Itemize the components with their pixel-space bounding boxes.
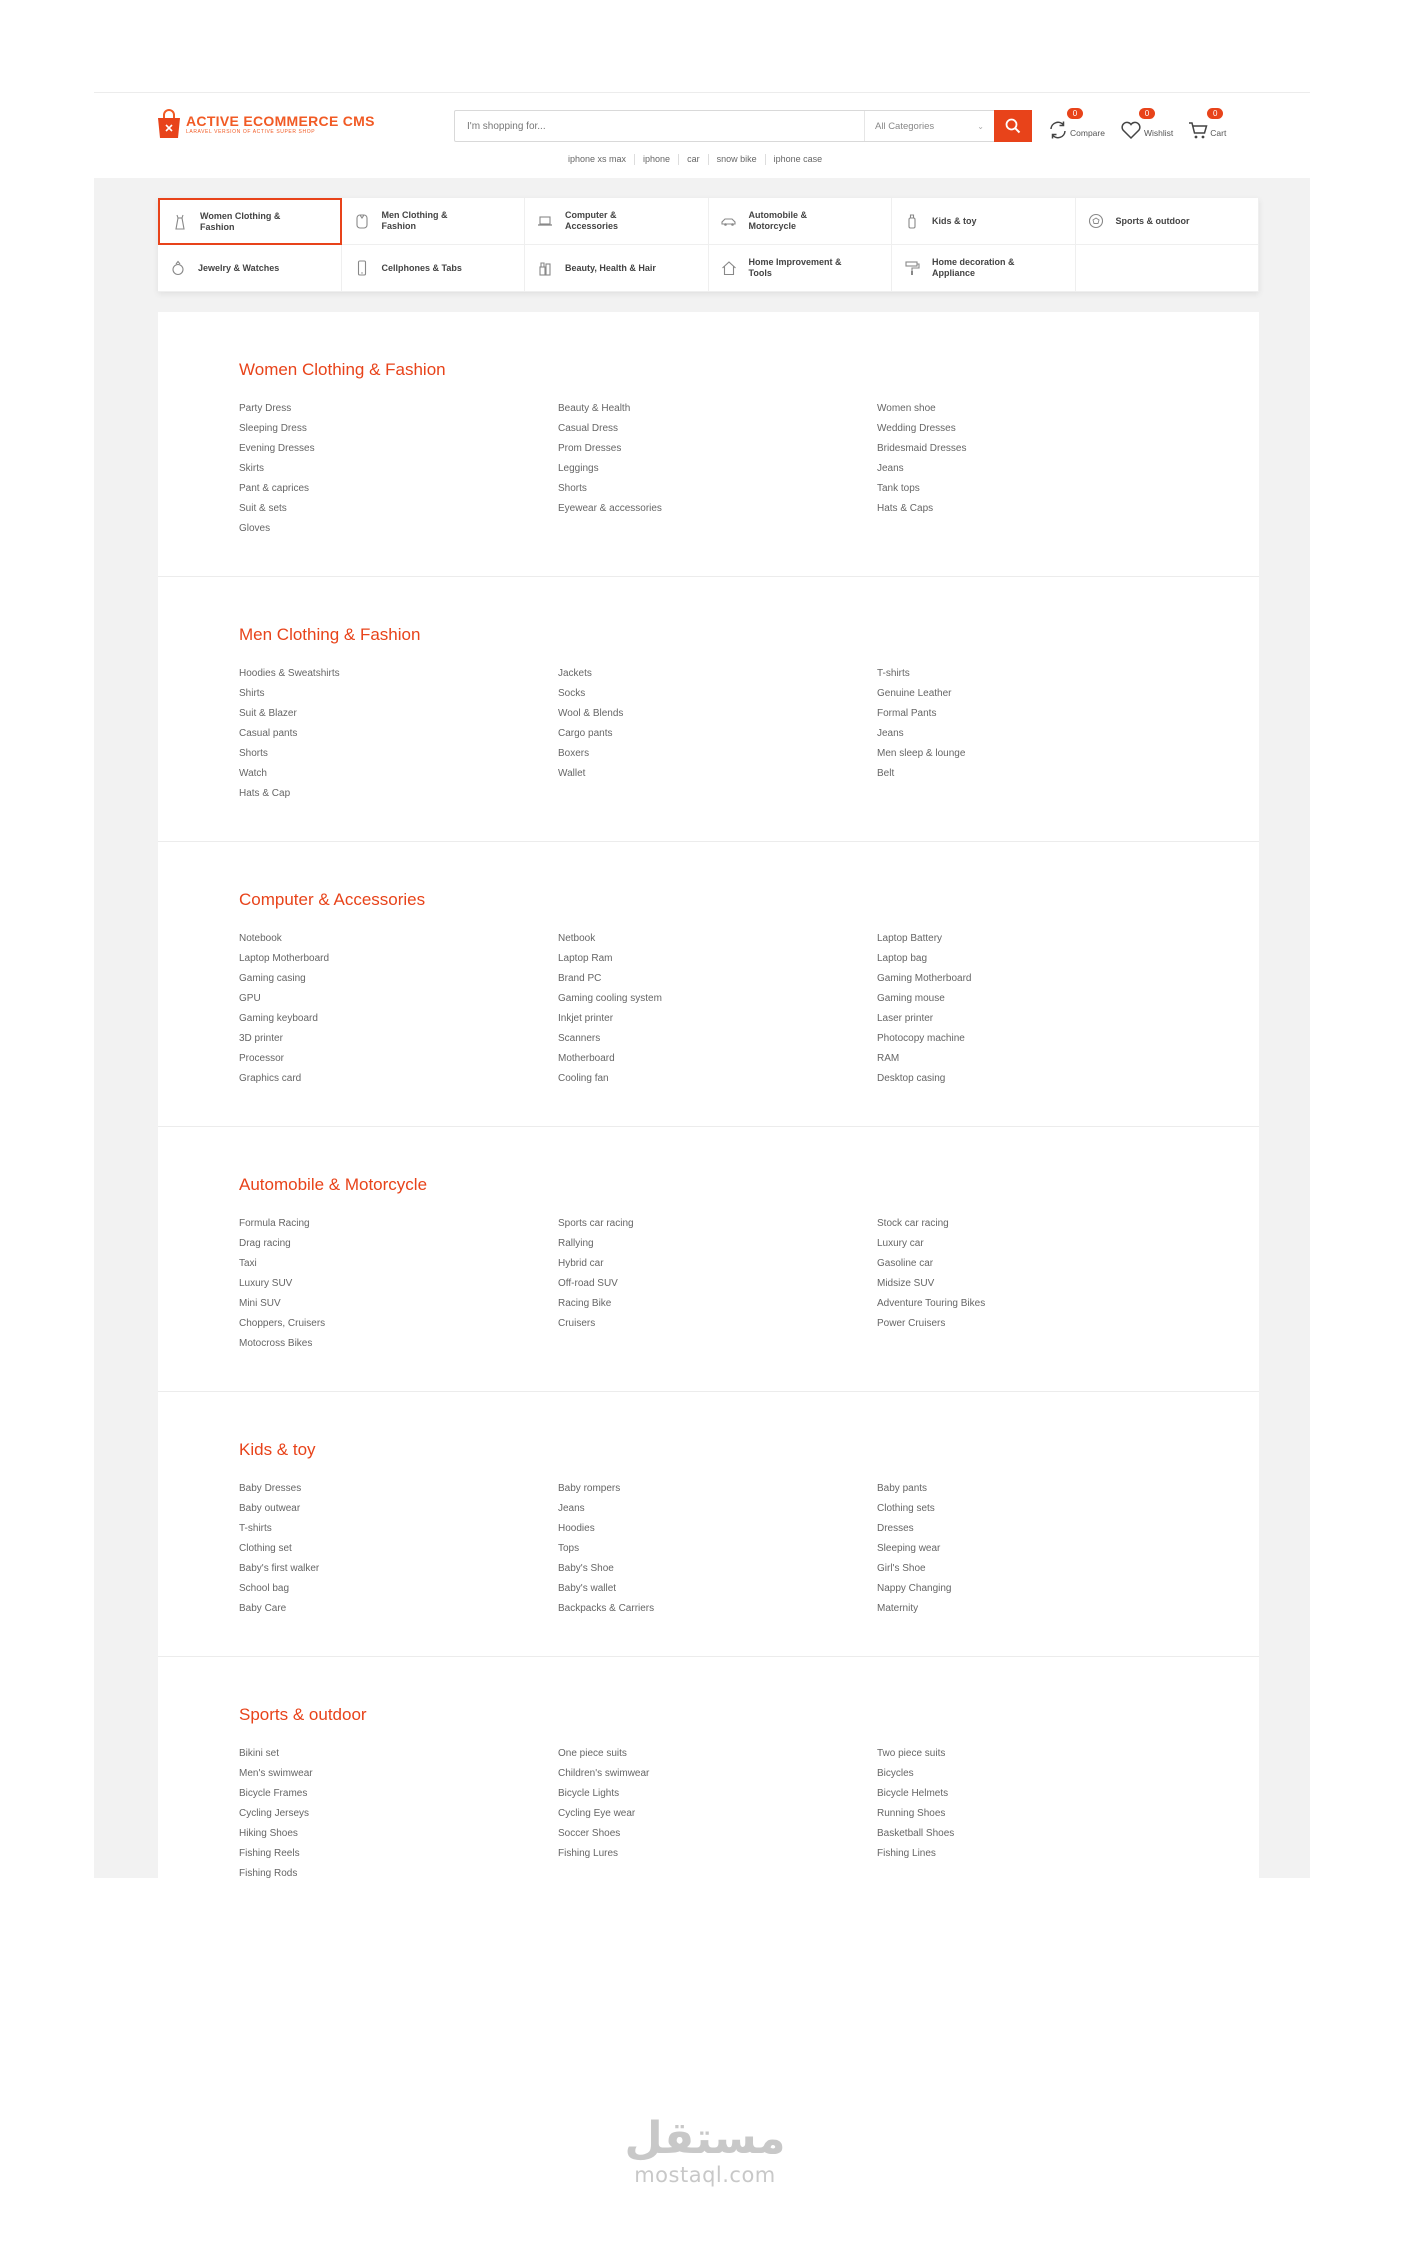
subcategory-link[interactable]: Sleeping Dress xyxy=(239,423,307,434)
subcategory-link[interactable]: Bicycle Frames xyxy=(239,1788,308,1799)
subcategory-link[interactable]: Gaming casing xyxy=(239,973,306,984)
section-women-clothing xyxy=(158,312,1259,577)
subcategory-link[interactable]: Formula Racing xyxy=(239,1218,310,1229)
subcategory-link[interactable]: Scanners xyxy=(558,1033,601,1044)
subcategory-link[interactable]: Gloves xyxy=(239,523,271,534)
subcategory-link[interactable]: Off-road SUV xyxy=(558,1278,618,1289)
subcategory-link[interactable]: Baby rompers xyxy=(558,1483,621,1494)
subcategory-link[interactable]: Suit & Blazer xyxy=(239,708,297,719)
category-home-decoration[interactable] xyxy=(892,245,1076,292)
subcategory-link[interactable]: Gasoline car xyxy=(877,1258,934,1269)
category-label: Home Improvement & Tools xyxy=(748,257,842,278)
subcategory-link[interactable]: Suit & sets xyxy=(239,503,287,514)
dress-icon xyxy=(172,214,188,230)
subcategory-link[interactable]: Hoodies & Sweatshirts xyxy=(239,668,340,679)
category-menu xyxy=(158,198,1259,292)
subcategory-link[interactable]: Sleeping wear xyxy=(877,1543,941,1554)
section-title[interactable]: Women Clothing & Fashion xyxy=(239,360,446,379)
category-automobile[interactable] xyxy=(709,198,893,245)
subcategory-link[interactable]: One piece suits xyxy=(558,1748,627,1759)
cart-button[interactable] xyxy=(1188,108,1226,140)
shopping-bag-logo-icon xyxy=(156,109,182,139)
car-icon xyxy=(721,213,737,229)
compare-icon xyxy=(1048,120,1068,140)
subcategory-link[interactable]: Inkjet printer xyxy=(558,1013,614,1024)
paint-roller-icon xyxy=(904,260,920,276)
subcategory-link[interactable]: Hats & Cap xyxy=(239,788,291,799)
subcategory-link[interactable]: Jeans xyxy=(877,728,904,739)
category-label: Sports & outdoor xyxy=(1115,215,1190,226)
category-select[interactable] xyxy=(864,111,994,141)
subcategory-link[interactable]: Power Cruisers xyxy=(877,1318,946,1329)
section-title[interactable]: Kids & toy xyxy=(239,1440,316,1459)
subcategory-link[interactable]: Baby's first walker xyxy=(239,1563,320,1574)
cart-label: Cart xyxy=(1210,128,1227,138)
search-icon xyxy=(1005,118,1021,134)
category-label: Computer & Accessories xyxy=(565,210,619,231)
bottle-icon xyxy=(904,213,920,229)
subcategory-link[interactable]: Party Dress xyxy=(239,403,292,414)
subcategory-link[interactable]: Casual Dress xyxy=(558,423,619,434)
cosmetics-icon xyxy=(537,260,553,276)
subcategory-link[interactable]: Laptop Ram xyxy=(558,953,613,964)
subcategory-link[interactable]: Tops xyxy=(558,1543,580,1554)
subcategory-link[interactable]: Clothing sets xyxy=(877,1503,935,1514)
subcategory-link[interactable]: Baby Care xyxy=(239,1603,287,1614)
subcategory-link[interactable]: T-shirts xyxy=(239,1523,272,1534)
search-input[interactable] xyxy=(455,111,864,141)
subcategory-link[interactable]: Maternity xyxy=(877,1603,919,1614)
category-label: Women Clothing & Fashion xyxy=(200,210,281,232)
subcategory-link[interactable]: RAM xyxy=(877,1053,900,1064)
brand-logo[interactable] xyxy=(156,109,375,139)
subcategory-link[interactable]: Laptop Motherboard xyxy=(239,953,330,964)
subcategory-link[interactable]: Backpacks & Carriers xyxy=(558,1603,655,1614)
subcategory-link[interactable]: Fishing Lines xyxy=(877,1848,936,1859)
subcategory-link[interactable]: Baby Dresses xyxy=(239,1483,302,1494)
subcategory-link[interactable]: Adventure Touring Bikes xyxy=(877,1298,986,1309)
subcategory-link[interactable]: Gaming cooling system xyxy=(558,993,662,1004)
subcategory-link[interactable]: Evening Dresses xyxy=(239,443,315,454)
category-jewelry[interactable] xyxy=(158,245,342,292)
subcategory-link[interactable]: Cycling Eye wear xyxy=(558,1808,636,1819)
brand-subtitle: LARAVEL VERSION OF ACTIVE SUPER SHOP xyxy=(186,128,316,135)
subcategory-link[interactable]: Fishing Reels xyxy=(239,1848,300,1859)
subcategory-link[interactable]: Bridesmaid Dresses xyxy=(877,443,967,454)
subcategory-link[interactable]: Shirts xyxy=(239,688,265,699)
category-label: Beauty, Health & Hair xyxy=(565,262,656,273)
subcategory-link[interactable]: 3D printer xyxy=(239,1033,283,1044)
section-automobile xyxy=(158,1127,1259,1392)
cart-icon xyxy=(1188,120,1208,140)
subcategory-link[interactable]: Men sleep & lounge xyxy=(877,748,966,759)
compare-button[interactable] xyxy=(1048,108,1105,140)
compare-label: Compare xyxy=(1070,128,1105,138)
subcategory-link[interactable]: Baby outwear xyxy=(239,1503,301,1514)
section-men-clothing xyxy=(158,577,1259,842)
category-beauty[interactable] xyxy=(525,245,709,292)
subcategory-link[interactable]: Stock car racing xyxy=(877,1218,949,1229)
subcategory-link[interactable]: Midsize SUV xyxy=(877,1278,935,1289)
subcategory-link[interactable]: Fishing Lures xyxy=(558,1848,619,1859)
subcategory-link[interactable]: Children's swimwear xyxy=(558,1768,650,1779)
quick-link[interactable]: iphone xyxy=(635,154,679,165)
category-label: Kids & toy xyxy=(932,215,977,226)
subcategory-link[interactable]: School bag xyxy=(239,1583,290,1594)
subcategory-link[interactable]: Mini SUV xyxy=(239,1298,281,1309)
subcategory-link[interactable]: Casual pants xyxy=(239,728,298,739)
subcategory-link[interactable]: Beauty & Health xyxy=(558,403,631,414)
subcategory-link[interactable]: Boxers xyxy=(558,748,590,759)
subcategory-link[interactable]: Men's swimwear xyxy=(239,1768,313,1779)
subcategory-link[interactable]: Skirts xyxy=(239,463,264,474)
subcategory-link[interactable]: Jackets xyxy=(558,668,592,679)
subcategory-link[interactable]: Choppers, Cruisers xyxy=(239,1318,326,1329)
section-title[interactable]: Automobile & Motorcycle xyxy=(239,1175,428,1194)
search-bar xyxy=(454,110,1032,142)
category-select-value: All Categories xyxy=(875,120,935,132)
subcategory-link[interactable]: Photocopy machine xyxy=(877,1033,965,1044)
subcategory-link[interactable]: Pant & caprices xyxy=(239,483,310,494)
subcategory-link[interactable]: Soccer Shoes xyxy=(558,1828,621,1839)
subcategory-link[interactable]: Eyewear & accessories xyxy=(558,503,662,514)
search-button[interactable] xyxy=(994,110,1032,142)
subcategory-link[interactable]: Socks xyxy=(558,688,586,699)
subcategory-link[interactable]: Dresses xyxy=(877,1523,914,1534)
subcategory-link[interactable]: Sports car racing xyxy=(558,1218,634,1229)
subcategory-link[interactable]: Two piece suits xyxy=(877,1748,946,1759)
subcategory-link[interactable]: Motocross Bikes xyxy=(239,1338,313,1349)
ball-icon xyxy=(1088,213,1104,229)
wishlist-button[interactable] xyxy=(1120,108,1173,140)
subcategory-link[interactable]: Cooling fan xyxy=(558,1073,609,1084)
section-computer xyxy=(158,842,1259,1127)
subcategory-link[interactable]: Drag racing xyxy=(239,1238,291,1249)
compare-count-badge: 0 xyxy=(1067,108,1083,119)
subcategory-link[interactable]: Rallying xyxy=(558,1238,594,1249)
subcategory-link[interactable]: Bicycle Lights xyxy=(558,1788,620,1799)
subcategory-link[interactable]: Hiking Shoes xyxy=(239,1828,298,1839)
shirt-icon xyxy=(354,213,370,229)
section-title[interactable]: Men Clothing & Fashion xyxy=(239,625,421,644)
site-header xyxy=(94,92,1310,178)
category-label: Men Clothing & Fashion xyxy=(381,210,448,231)
main-area xyxy=(94,178,1310,1878)
subcategory-link[interactable]: Hats & Caps xyxy=(877,503,934,514)
subcategory-link[interactable]: Laser printer xyxy=(877,1013,934,1024)
subcategory-link[interactable]: Cargo pants xyxy=(558,728,613,739)
subcategory-link[interactable]: Baby's Shoe xyxy=(558,1563,614,1574)
subcategory-link[interactable]: Wool & Blends xyxy=(558,708,624,719)
subcategory-link[interactable]: Gaming Motherboard xyxy=(877,973,972,984)
subcategory-link[interactable]: Cycling Jerseys xyxy=(239,1808,310,1819)
subcategory-link[interactable]: Brand PC xyxy=(558,973,602,984)
category-label: Home decoration & Appliance xyxy=(932,257,1015,278)
subcategory-link[interactable]: Hoodies xyxy=(558,1523,595,1534)
subcategory-link[interactable]: T-shirts xyxy=(877,668,910,679)
subcategory-link[interactable]: Watch xyxy=(239,768,267,779)
subcategory-link[interactable]: Clothing set xyxy=(239,1543,292,1554)
subcategory-link[interactable]: Tank tops xyxy=(877,483,920,494)
category-men-clothing[interactable] xyxy=(342,198,526,245)
subcategory-link[interactable]: Women shoe xyxy=(877,403,936,414)
subcategory-link[interactable]: Bicycles xyxy=(877,1768,914,1779)
wishlist-count-badge: 0 xyxy=(1139,108,1155,119)
subcategory-link[interactable]: Racing Bike xyxy=(558,1298,612,1309)
subcategory-link[interactable]: Gaming keyboard xyxy=(239,1013,318,1024)
subcategory-link[interactable]: Notebook xyxy=(239,933,282,944)
section-kids xyxy=(158,1392,1259,1657)
quick-link[interactable]: snow bike xyxy=(709,154,766,165)
subcategory-link[interactable]: Laptop Battery xyxy=(877,933,943,944)
subcategory-link[interactable]: Motherboard xyxy=(558,1053,615,1064)
subcategory-link[interactable]: Basketball Shoes xyxy=(877,1828,955,1839)
subcategory-link[interactable]: Netbook xyxy=(558,933,596,944)
home-icon xyxy=(721,260,737,276)
cart-count-badge: 0 xyxy=(1207,108,1223,119)
subcategory-link[interactable]: Processor xyxy=(239,1053,285,1064)
category-sports[interactable] xyxy=(1076,198,1260,245)
subcategory-link[interactable]: Fishing Rods xyxy=(239,1868,298,1879)
section-title[interactable]: Sports & outdoor xyxy=(239,1705,367,1724)
subcategory-link[interactable]: Baby pants xyxy=(877,1483,928,1494)
category-home-improvement[interactable] xyxy=(709,245,893,292)
watermark xyxy=(610,2115,800,2187)
subcategory-link[interactable]: Leggings xyxy=(558,463,599,474)
subcategory-link[interactable]: Wedding Dresses xyxy=(877,423,956,434)
subcategory-link[interactable]: Jeans xyxy=(877,463,904,474)
subcategory-link[interactable]: Laptop bag xyxy=(877,953,928,964)
section-sports xyxy=(158,1657,1259,1878)
popular-searches xyxy=(568,154,830,165)
subcategory-link[interactable]: Gaming mouse xyxy=(877,993,945,1004)
quick-link[interactable]: iphone xs max xyxy=(568,154,635,165)
subcategory-link[interactable]: Running Shoes xyxy=(877,1808,946,1819)
subcategory-link[interactable]: Wallet xyxy=(558,768,586,779)
subcategory-link[interactable]: Nappy Changing xyxy=(877,1583,952,1594)
category-empty-cell xyxy=(1076,245,1260,292)
category-listing xyxy=(158,312,1259,1878)
subcategory-link[interactable]: Bicycle Helmets xyxy=(877,1788,949,1799)
subcategory-link[interactable]: Luxury car xyxy=(877,1238,924,1249)
subcategory-link[interactable]: Graphics card xyxy=(239,1073,302,1084)
subcategory-link[interactable]: Cruisers xyxy=(558,1318,596,1329)
brand-title: ACTIVE ECOMMERCE CMS xyxy=(186,112,375,129)
subcategory-link[interactable]: Girl's Shoe xyxy=(877,1563,926,1574)
subcategory-link[interactable]: Genuine Leather xyxy=(877,688,952,699)
phone-icon xyxy=(354,260,370,276)
category-label: Cellphones & Tabs xyxy=(381,262,462,273)
subcategory-link[interactable]: Hybrid car xyxy=(558,1258,604,1269)
chevron-down-icon: ⌄ xyxy=(977,121,984,131)
category-women-clothing[interactable] xyxy=(158,198,342,245)
subcategory-link[interactable]: Belt xyxy=(877,768,895,779)
subcategory-link[interactable]: Luxury SUV xyxy=(239,1278,293,1289)
subcategory-link[interactable]: Prom Dresses xyxy=(558,443,622,454)
subcategory-link[interactable]: Jeans xyxy=(558,1503,585,1514)
watermark-latin: mostaql.com xyxy=(634,2163,776,2187)
category-label: Automobile & Motorcycle xyxy=(748,210,807,231)
ring-icon xyxy=(170,260,186,276)
laptop-icon xyxy=(537,213,553,229)
category-computer[interactable] xyxy=(525,198,709,245)
subcategory-link[interactable]: Bikini set xyxy=(239,1748,280,1759)
quick-link[interactable]: iphone case xyxy=(773,154,823,164)
subcategory-link[interactable]: Shorts xyxy=(558,483,587,494)
category-cellphones[interactable] xyxy=(342,245,526,292)
watermark-arabic: مستقل xyxy=(624,2113,786,2164)
quick-link[interactable]: car xyxy=(679,154,709,165)
category-label: Jewelry & Watches xyxy=(198,262,280,273)
heart-icon xyxy=(1120,120,1142,140)
subcategory-link[interactable]: Shorts xyxy=(239,748,268,759)
section-title[interactable]: Computer & Accessories xyxy=(239,890,426,909)
subcategory-link[interactable]: Taxi xyxy=(239,1258,257,1269)
category-kids[interactable] xyxy=(892,198,1076,245)
subcategory-link[interactable]: Formal Pants xyxy=(877,708,937,719)
subcategory-link[interactable]: GPU xyxy=(239,993,261,1004)
subcategory-link[interactable]: Baby's wallet xyxy=(558,1583,617,1594)
subcategory-link[interactable]: Desktop casing xyxy=(877,1073,946,1084)
header-actions xyxy=(1048,108,1241,140)
wishlist-label: Wishlist xyxy=(1143,128,1174,138)
